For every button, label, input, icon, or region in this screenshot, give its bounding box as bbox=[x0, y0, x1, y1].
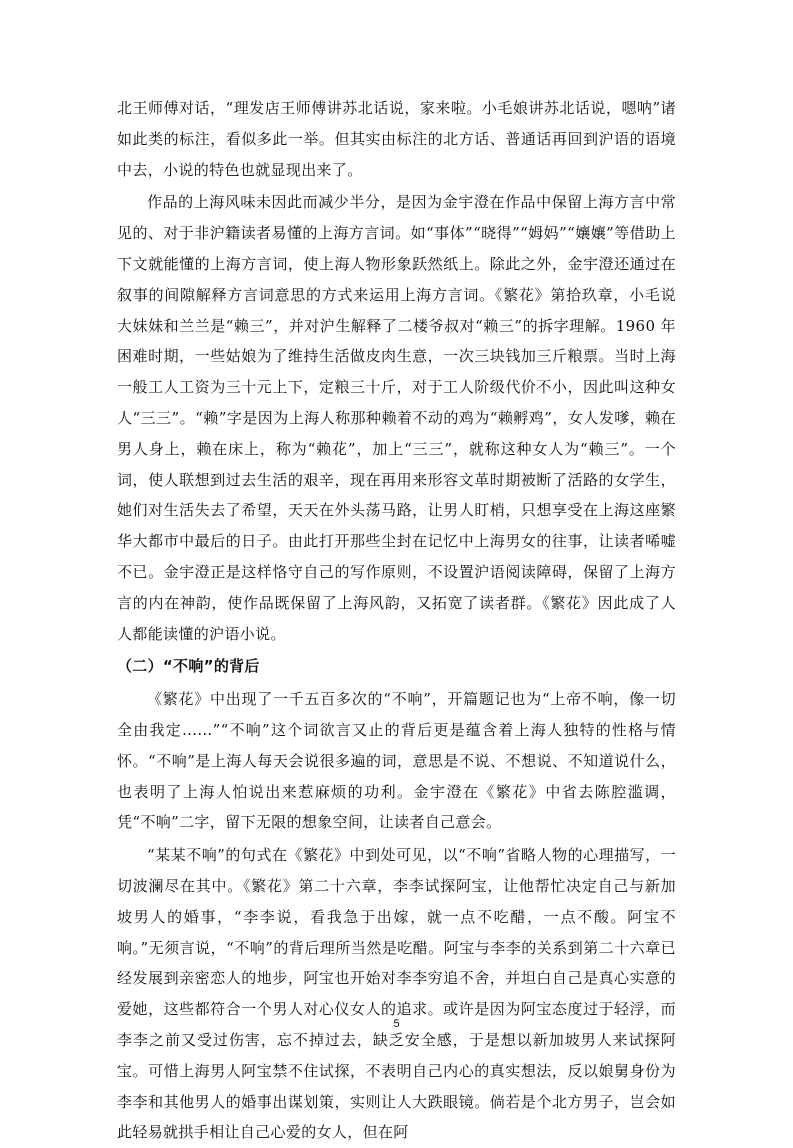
body-paragraph-2: 作品的上海风味未因此而减少半分，是因为金宇澄在作品中保留上海方言中常见的、对于非沪籍读者易懂的上海方言词。如“事体”“晓得”“姆妈”“孃孃”等借助上下文就能懂的上海方言词，使上海人物形象跃然纸上。除此之外，金宇澄还通过在叙事的间隙解释方言词意思的方式来运用上海方言词。《繁花》第拾玖章，小毛说大妹妹和兰兰是“赖三”，并对沪生解释了二楼爷叔对“赖三”的拆字理解。1960 年困难时期，一些姑娘为了维持生活做皮肉生意，一次三块钱加三斤粮票。当时上海一般工人工资为三十元上下，定粮三十斤，对于工人阶级代价不小，因此叫这种女人“三三”。“赖”字是因为上海人称那种赖着不动的鸡为“赖孵鸡”，女人发嗲，赖在男人身上，赖在床上，称为“赖花”，加上“三三”，就称这种女人为“赖三”。一个词，使人联想到过去生活的艰辛，现在再用来形容文革时期被断了活路的女学生，她们对生活失去了希望，天天在外头荡马路，让男人盯梢，只想享受在上海这座繁华大都市中最后的日子。由此打开那些尘封在记忆中上海男女的往事，让读者唏嘘不已。金宇澄正是这样恪守自己的写作原则，不设置沪语阅读障碍，保留了上海方言的内在神韵，使作品既保留了上海风韵，又拓宽了读者群。《繁花》因此成了人人都能读懂的沪语小说。 bbox=[117, 193, 676, 643]
document-page bbox=[117, 93, 676, 1148]
body-paragraph-3: 《繁花》中出现了一千五百多次的“不响”，开篇题记也为“上帝不响，像一切全由我定……”“不响”这个词欲言又止的背后更是蕴含着上海人独特的性格与情怀。“不响”是上海人每天会说很多遍的词，意思是不说、不想说、不知道说什么，也表明了上海人怕说出来惹麻烦的功利。金宇澄在《繁花》中省去陈腔滥调，凭“不响”二字，留下无限的想象空间，让读者自己意会。 bbox=[117, 690, 676, 832]
page-number: 5 bbox=[393, 1018, 400, 1030]
body-paragraph-4: “某某不响”的句式在《繁花》中到处可见，以“不响”省略人物的心理描写，一切波澜尽在其中。《繁花》第二十六章，李李试探阿宝，让他帮忙决定自己与新加坡男人的婚事，“李李说，看我急于出嫁，就一点不吃醋，一点不酸。阿宝不响。”无须言说，“不响”的背后理所当然是吃醋。阿宝与李李的关系到第二十六章已经发展到亲密恋人的地步，阿宝也开始对李李穷追不舍，并坦白自己是真心实意的爱她，这些都符合一个男人对心仪女人的追求。或许是因为阿宝态度过于轻浮，而李李之前又受过伤害，忘不掉过去，缺乏安全感，于是想以新加坡男人来试探阿宝。可惜上海男人阿宝禁不住试探，不表明自己内心的真实想法，反以娘舅身份为李李和其他男人的婚事出谋划策，实则让人大跌眼镜。倘若是个北方男子，岂会如此轻易就拱手相让自己心爱的女人，但在阿 bbox=[117, 846, 676, 1142]
section-heading: （二）“不响”的背后 bbox=[117, 657, 260, 676]
body-paragraph-1: 北王师傅对话，“理发店王师傅讲苏北话说，家来啦。小毛娘讲苏北话说，嗯呐”诸如此类的标注，看似多此一举。但其实由标注的北方话、普通话再回到沪语的语境中去，小说的特色也就显现出来了。 bbox=[117, 99, 676, 179]
